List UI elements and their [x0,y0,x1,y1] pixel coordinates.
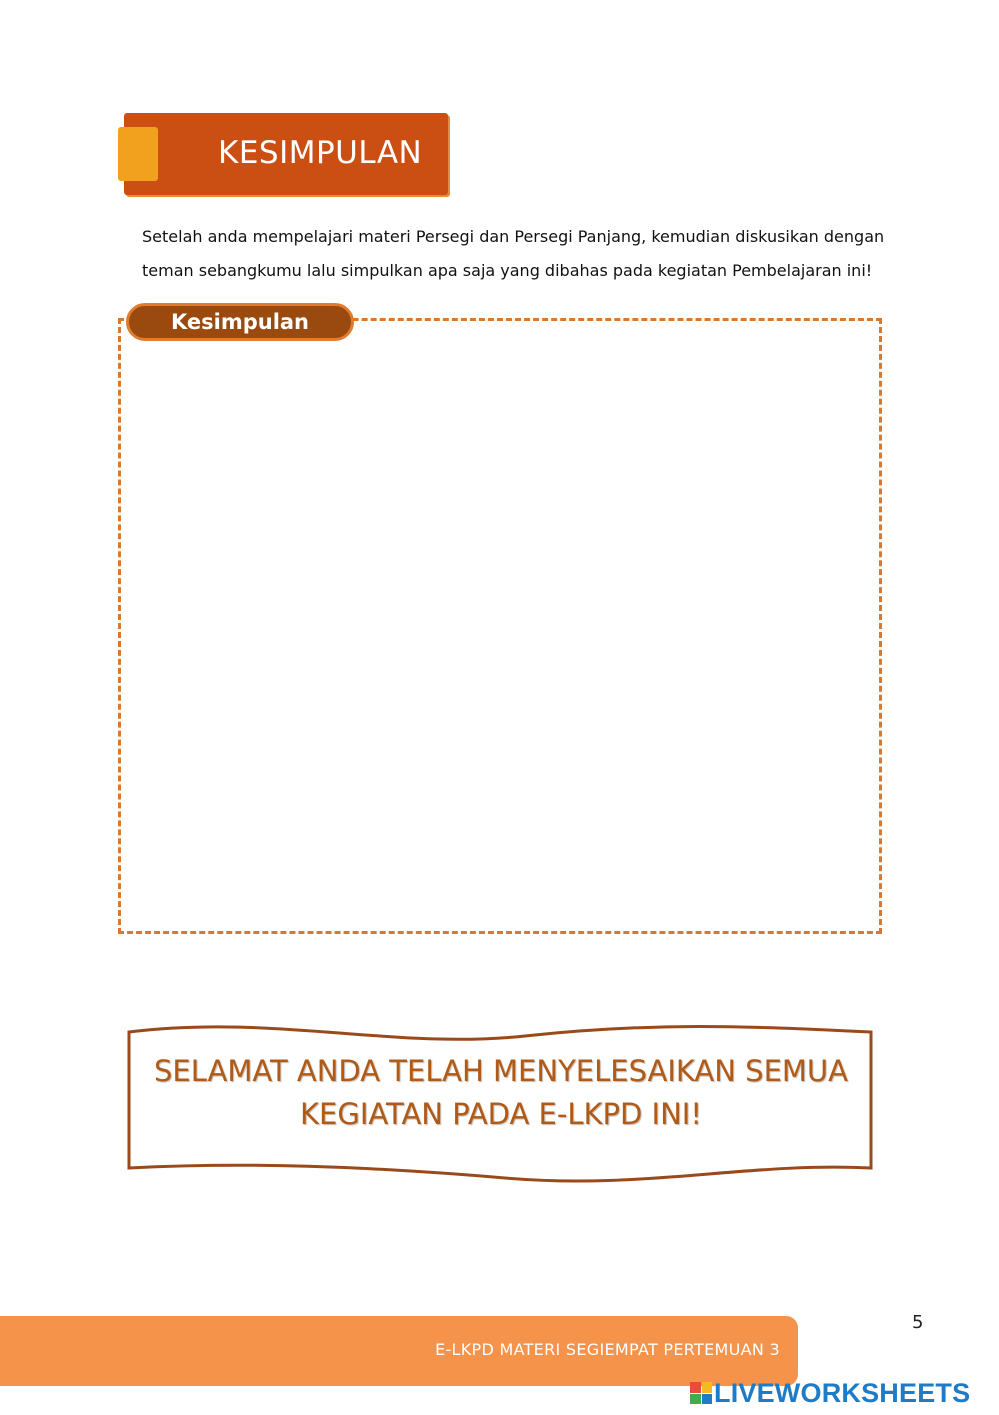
liveworksheets-logo-icon [690,1382,712,1404]
closing-line-1: SELAMAT ANDA TELAH MENYELESAIKAN SEMUA [153,1054,849,1088]
footer-text: E-LKPD MATERI SEGIEMPAT PERTEMUAN 3 [435,1340,780,1359]
logo-square [690,1394,701,1405]
banner-tab [118,127,158,181]
section-title: KESIMPULAN [218,135,423,171]
instructions-line-2: teman sebangkumu lalu simpulkan apa saja yang dibahas pada kegiatan Pembelajaran ini! [142,261,873,280]
instructions-line-1: Setelah anda mempelajari materi Persegi dan Persegi Panjang, kemudian diskusikan dengan [142,227,885,246]
logo-square [690,1382,701,1393]
liveworksheets-brand[interactable] [690,1376,970,1410]
footer-bar [0,1316,798,1386]
section-header-banner [118,113,448,195]
logo-square [702,1394,713,1405]
page-number: 5 [912,1312,924,1333]
brand-name: LIVEWORKSHEETS [714,1377,971,1408]
instructions [142,220,902,288]
logo-square [702,1382,713,1393]
conclusion-label: Kesimpulan [126,303,354,341]
closing-line-2: KEGIATAN PADA E-LKPD INI! [300,1097,702,1131]
conclusion-answer-area[interactable] [130,350,870,920]
closing-message [130,1050,872,1136]
